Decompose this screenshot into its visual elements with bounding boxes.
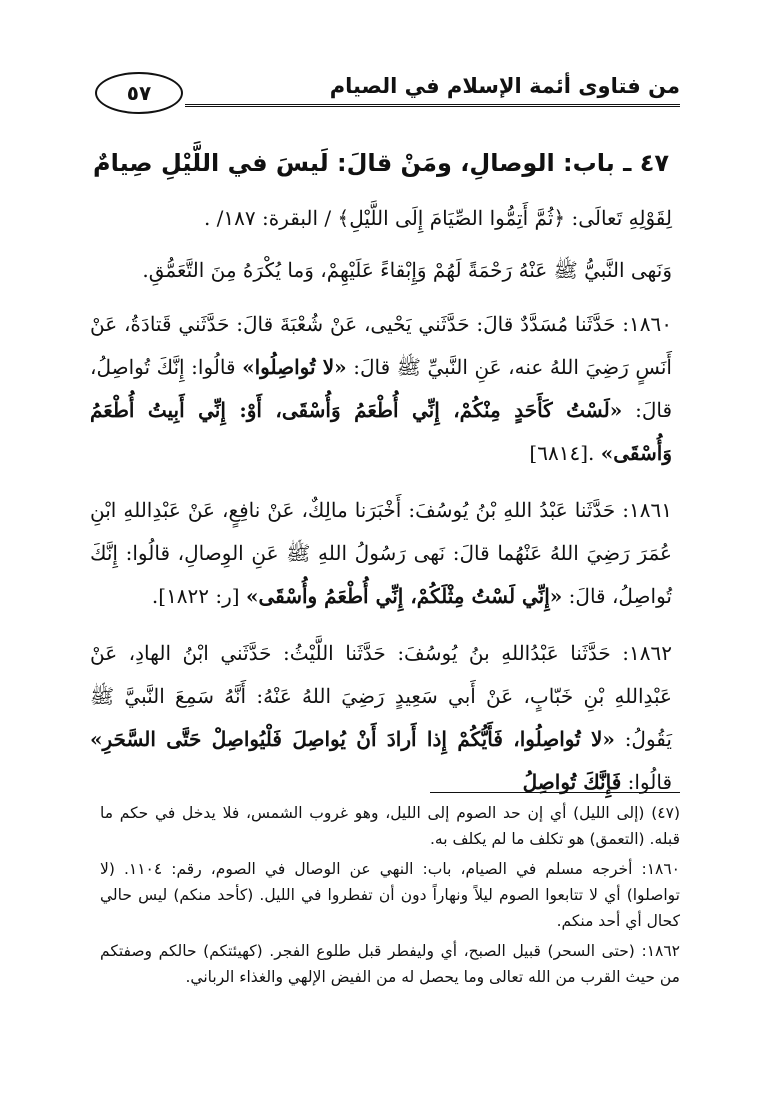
hadith-reference: .[٦٨١٤] bbox=[529, 441, 601, 465]
hadith-text: قالُوا: bbox=[621, 770, 672, 794]
main-text bbox=[90, 145, 672, 818]
hadith-quote: «لا تُواصِلُوا، فَأَيُّكُمْ إِذا أَرادَ أَنْ يُواصِلَ فَلْيُواصِلْ حَتَّى السَّحَرِ» bbox=[90, 727, 615, 751]
hadith-quote: «لا تُواصِلُوا» bbox=[242, 355, 347, 379]
running-title: من فتاوى أئمة الإسلام في الصيام bbox=[329, 74, 680, 98]
hadith-text: ١٨٦١: حَدَّثَنا عَبْدُ اللهِ بْنُ يُوسُفَ: أَخْبَرَنا مالِكٌ، عَنْ نافِعٍ، عَنْ عَبْدِاللهِ ابْنِ عُمَرَ رَضِيَ اللهُ عَنْهُما قالَ: نَهى رَسُولُ اللهِ ﷺ عَنِ الوِصالِ، قالُوا: إِنَّكَ تُواصِلُ، قالَ: bbox=[90, 498, 672, 608]
hadith-text: ١٨٦٢: حَدَّثَنا عَبْدُاللهِ بنُ يُوسُفَ: حَدَّثَنا اللَّيْثُ: حَدَّثَني ابْنُ الهادِ، عَنْ عَبْدِاللهِ بْنِ خَبّابٍ، عَنْ أَبي سَعِيدٍ رَضِيَ اللهُ عَنْهُ: أَنَّهُ سَمِعَ النَّبيَّ ﷺ يَقُولُ: bbox=[90, 641, 673, 751]
footnote-47: (٤٧) (إلى الليل) أي إن حد الصوم إلى الليل، وهو غروب الشمس، فلا يدخل في حكم ما قبله. (التعمق) هو تكلف ما لم يكلف به. bbox=[100, 804, 680, 848]
footnote-1862: ١٨٦٢: (حتى السحر) قبيل الصبح، أي وليفطر قبل طلوع الفجر. (كهيئتكم) حالكم وصفتكم من حيث القرب من الله تعالى وما يحصل له من الفيض الإلهي والغذاء الرباني. bbox=[100, 942, 680, 986]
hadith-1861 bbox=[90, 489, 672, 618]
hadith-reference: [ر: ١٨٢٢]. bbox=[151, 584, 246, 608]
chapter-title: ٤٧ ـ باب: الوصالِ، ومَنْ قالَ: لَيسَ في اللَّيْلِ صِيامٌ bbox=[93, 149, 669, 177]
hadith-quote: فَإِنَّكَ تُواصِلُ bbox=[522, 770, 622, 794]
page-number-oval bbox=[95, 72, 183, 114]
header-rule bbox=[185, 104, 680, 107]
hadith-text: ١٨٦٠: حَدَّثَنا مُسَدَّدٌ قالَ: حَدَّثَني يَحْيى، عَنْ شُعْبَةَ قالَ: حَدَّثَني قَتادَةُ، عَنْ أَنَسٍ رَضِيَ اللهُ عنه، عَنِ النَّبيِّ ﷺ قالَ: bbox=[90, 312, 672, 379]
prophet-note: وَنَهى النَّبيُّ ﷺ عَنْهُ رَحْمَةً لَهُمْ وَإِبْقاءً عَلَيْهِمْ، وَما يُكْرَهُ مِنَ التَّعَمُّقِ. bbox=[142, 258, 672, 282]
hadith-1860 bbox=[90, 303, 672, 475]
hadith-1862 bbox=[90, 632, 672, 804]
hadith-quote: «لَسْتُ كَأَحَدٍ مِنْكُمْ، إِنِّي أُطْعَمُ وَأُسْقَى، أَوْ: إِنِّي أَبِيتُ أُطْعَمُ وَأُسْقَى» bbox=[90, 398, 672, 465]
footnotes bbox=[100, 800, 680, 994]
footnote-1860: ١٨٦٠: أخرجه مسلم في الصيام، باب: النهي عن الوصال في الصوم، رقم: ١١٠٤. (لا تواصلوا) أي لا تتابعوا الصوم ليلاً ونهاراً دون أن تفطروا في الليل. (كأحد منكم) ليس حالي كحال أي أحد منكم. bbox=[100, 860, 680, 930]
hadith-quote: «إِنِّي لَسْتُ مِثْلَكُمْ، إِنِّي أُطْعَمُ وأُسْقَى» bbox=[245, 584, 563, 608]
quran-verse: لِقَوْلِهِ تَعالَى: ﴿ثُمَّ أَتِمُّوا الصِّيَامَ إِلَى اللَّيْلِ﴾ / البقرة: ١٨٧/ . bbox=[203, 206, 672, 230]
footnote-separator bbox=[430, 792, 680, 793]
page-header bbox=[95, 72, 680, 112]
hadith-text: قالُوا: إِنَّكَ تُواصِلُ، قالَ: bbox=[90, 355, 673, 422]
page-number: ٥٧ bbox=[126, 81, 152, 105]
